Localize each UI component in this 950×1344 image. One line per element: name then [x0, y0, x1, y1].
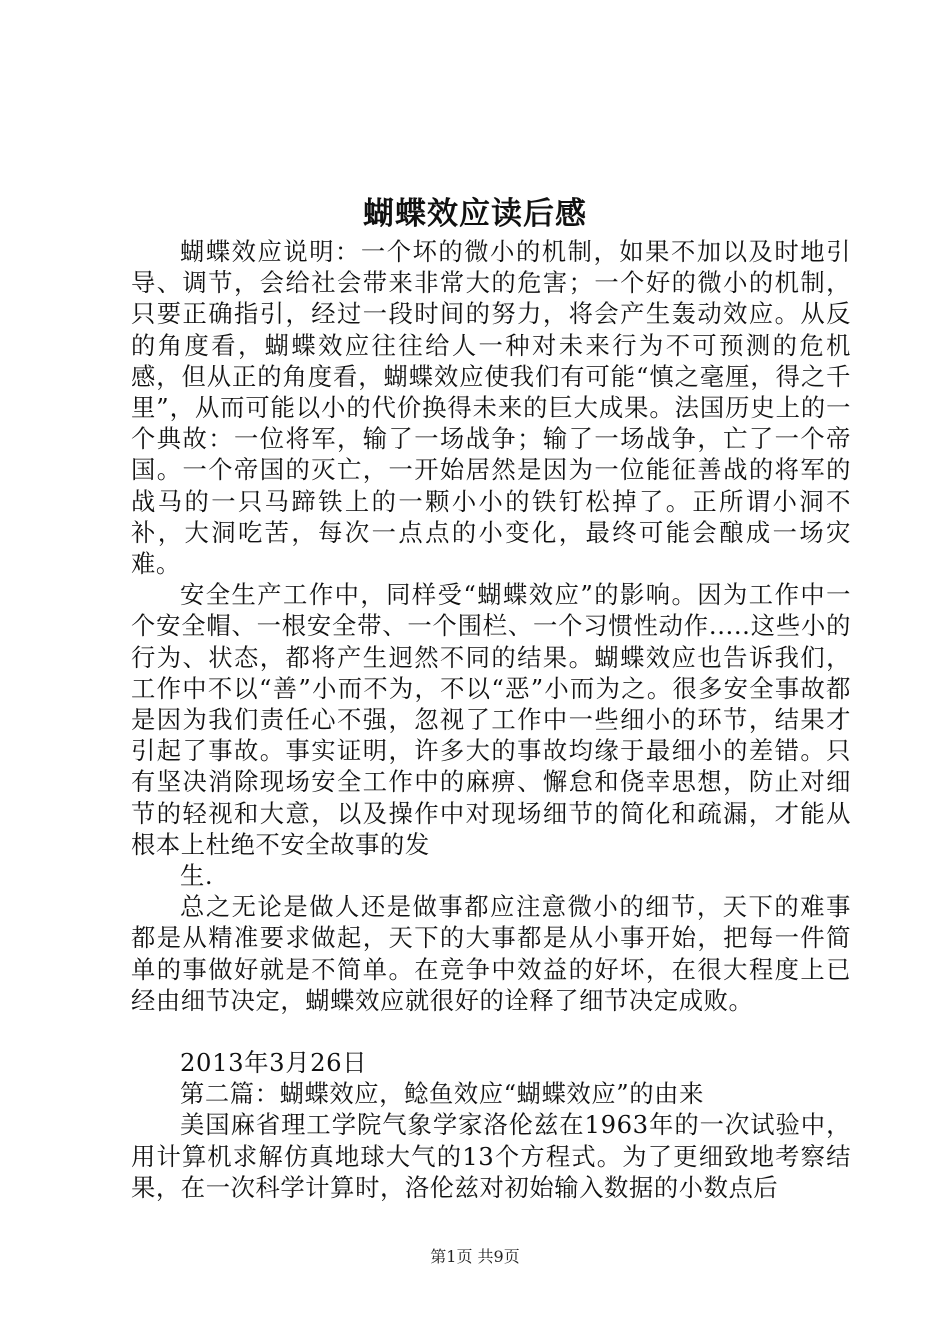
date-line: 2013年3月26日	[180, 1048, 368, 1078]
paragraph-safety: 安全生产工作中，同样受“蝴蝶效应”的影响。因为工作中一个安全帽、一根安全带、一个围栏、一个习惯性动作.....这些小的行为、状态，都将产生迥然不同的结果。蝴蝶效应也告诉我们，工作中不以“善”小而不为，不以“恶”小而为之。很多安全事故都是因为我们责任心不强，忽视了工作中一些细小的环节，结果才引起了事故。事实证明，许多大的事故均缘于最细小的差错。只有坚决消除现场安全工作中的麻痹、懈怠和侥幸思想，防止对细节的轻视和大意，以及操作中对现场细节的简化和疏漏，才能从根本上杜绝不安全故事的发	[131, 580, 851, 859]
document-body	[131, 236, 851, 1203]
paragraph-intro: 蝴蝶效应说明：一个坏的微小的机制，如果不加以及时地引导、调节，会给社会带来非常大的危害；一个好的微小的机制，只要正确指引，经过一段时间的努力，将会产生轰动效应。从反的角度看，蝴蝶效应往往给人一种对未来行为不可预测的危机感，但从正的角度看，蝴蝶效应使我们有可能“慎之毫厘，得之千里”，从而可能以小的代价换得未来的巨大成果。法国历史上的一个典故：一位将军，输了一场战争；输了一场战争，亡了一个帝国。一个帝国的灭亡，一开始居然是因为一位能征善战的将军的战马的一只马蹄铁上的一颗小小的铁钉松掉了。正所谓小洞不补，大洞吃苦，每次一点点的小变化，最终可能会酿成一场灾难。	[131, 237, 851, 579]
paragraph-gap	[131, 1016, 851, 1047]
page-footer: 第1页 共9页	[430, 1247, 520, 1266]
paragraph-safety-end: 生.	[180, 861, 214, 891]
document-title: 蝴蝶效应读后感	[363, 196, 587, 232]
section-heading: 第二篇：蝴蝶效应，鲶鱼效应“蝴蝶效应”的由来	[180, 1079, 704, 1109]
paragraph-conclusion: 总之无论是做人还是做事都应注意微小的细节，天下的难事都是从精准要求做起，天下的大事都是从小事开始，把每一件简单的事做好就是不简单。在竞争中效益的好坏，在很大程度上已经由细节决定，蝴蝶效应就很好的诠释了细节决定成败。	[131, 892, 851, 1015]
paragraph-origin: 美国麻省理工学院气象学家洛伦兹在1963年的一次试验中，用计算机求解仿真地球大气的13个方程式。为了更细致地考察结果，在一次科学计算时，洛伦兹对初始输入数据的小数点后	[131, 1110, 851, 1202]
